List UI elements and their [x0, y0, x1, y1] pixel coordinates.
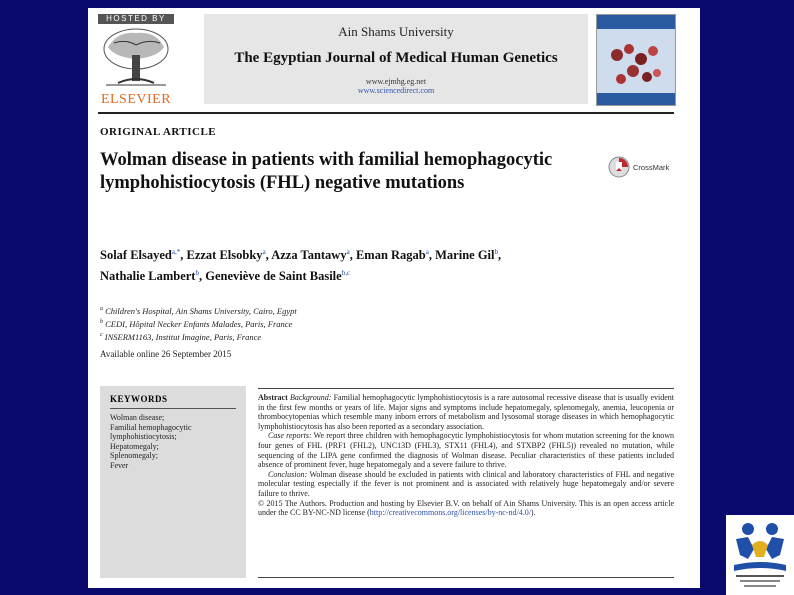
keywords-title: KEYWORDS: [110, 394, 168, 404]
abstract-rule-top: [258, 388, 674, 389]
sciencedirect-url[interactable]: www.sciencedirect.com: [357, 86, 435, 95]
affiliation: $^b$ CEDI, Hôpital Necker Enfants Malades, Paris, France: [100, 318, 293, 329]
abstract: [258, 393, 674, 518]
affiliations: [100, 304, 297, 342]
society-logo: [726, 515, 794, 595]
affiliation: $^a$ Children's Hospital, Ain Shams University, Cairo, Egypt: [100, 305, 297, 316]
section-label: ORIGINAL ARTICLE: [100, 126, 217, 138]
journal-banner: [204, 14, 588, 104]
keyword: lymphohistiocytosis;: [110, 432, 177, 441]
article-title: Wolman disease in patients with familial hemophagocytic lymphohistiocytosis (FHL) negative mutations: [100, 150, 553, 193]
abstract-case-reports: Case reports: We report three children with hemophagocytic lymphohistiocytosis for whom mutation screening for the known four genes of FHL (PRF1 (FHL2), UNC13D (FHL3), STX11 (FHL4), and STXBP2 (FHL5)) revealed no mutation, while sequencing of the LIPA gene confirmed the diagnosis of Wolman disease. Peculiar characteristics of these patients included absence of prominent fever, huge hepatomegaly and a severe failure to thrive.: [258, 431, 675, 470]
header-rule: [98, 112, 674, 114]
keyword: Splenomegaly;: [110, 451, 158, 460]
journal-name: The Egyptian Journal of Medical Human Genetics: [234, 50, 558, 66]
elsevier-tree-logo: [98, 25, 174, 91]
keywords-box: [100, 386, 246, 578]
affiliation: $^c$ INSERM1163, Institut Imagine, Paris, France: [100, 331, 262, 342]
author[interactable]: Marine Gil$^b$: [435, 248, 498, 263]
publisher-logo-text: ELSEVIER: [100, 92, 172, 107]
license-link[interactable]: http://creativecommons.org/licenses/by-nc-nd/4.0/: [369, 508, 531, 518]
keyword: Fever: [110, 460, 129, 470]
university-name: Ain Shams University: [338, 24, 454, 39]
crossmark-label: CrossMark: [633, 162, 670, 172]
keywords-divider: [110, 408, 236, 409]
crossmark-button[interactable]: [608, 156, 669, 178]
author[interactable]: Eman Ragab$^a$: [355, 248, 429, 263]
abstract-background: Abstract Background: Familial hemophagocytic lymphohistiocytosis is a rare autosomal recessive disease that is usually evident in the first few months or years of life. Major signs and symptoms include hepatomegaly, splenomegaly, anemia, leucopenia or thrombocytopenias which resemble many inborn errors of metabolism and lysosomal storage diseases in which hemophagocytic lymphohistiocytosis has also been reported as a secondary association.: [258, 393, 675, 431]
author[interactable]: Azza Tantawy$^a$: [271, 248, 350, 263]
paper-page: [88, 8, 700, 588]
abstract-conclusion: Conclusion: Wolman disease should be excluded in patients with clinical and laboratory characteristics of FHL and negative molecular testing especially if the fever is not prominent and is associated with relatively huge hepatomegaly and/or severe failure to thrive.: [258, 469, 675, 498]
author-list: Solaf Elsayed$^{a,*}$, Ezzat Elsobky$^a$, Azza Tantawy$^a$, Eman Ragab$^a$, Marine Gil$^b$, Nathalie Lambert$^b$, Geneviève de Saint Basile$^{b,c}$: [100, 248, 502, 284]
author[interactable]: Geneviève de Saint Basile$^{b,c}$: [205, 269, 351, 284]
keyword: Familial hemophagocytic: [110, 422, 192, 432]
journal-cover-thumbnail: [596, 14, 676, 106]
abstract-rule-bottom: [258, 577, 674, 578]
author[interactable]: Nathalie Lambert$^b$: [100, 269, 199, 284]
author[interactable]: Ezzat Elsobky$^a$: [186, 248, 266, 263]
journal-url[interactable]: www.ejmhg.eg.net: [365, 77, 427, 86]
available-online-date: Available online 26 September 2015: [100, 349, 232, 359]
keyword: Hepatomegaly;: [110, 441, 159, 451]
copyright-notice: © 2015 The Authors. Production and hosting by Elsevier B.V. on behalf of Ain Shams University. This is an open access article under the CC BY-NC-ND license (http://creativecommons.org/licenses/by-nc-nd/4.0/).: [258, 498, 674, 518]
keyword: Wolman disease;: [110, 413, 165, 422]
author[interactable]: Solaf Elsayed$^{a,*}$: [100, 248, 181, 263]
hosted-by-label: HOSTED BY: [98, 14, 174, 24]
crossmark-icon: [608, 156, 630, 178]
